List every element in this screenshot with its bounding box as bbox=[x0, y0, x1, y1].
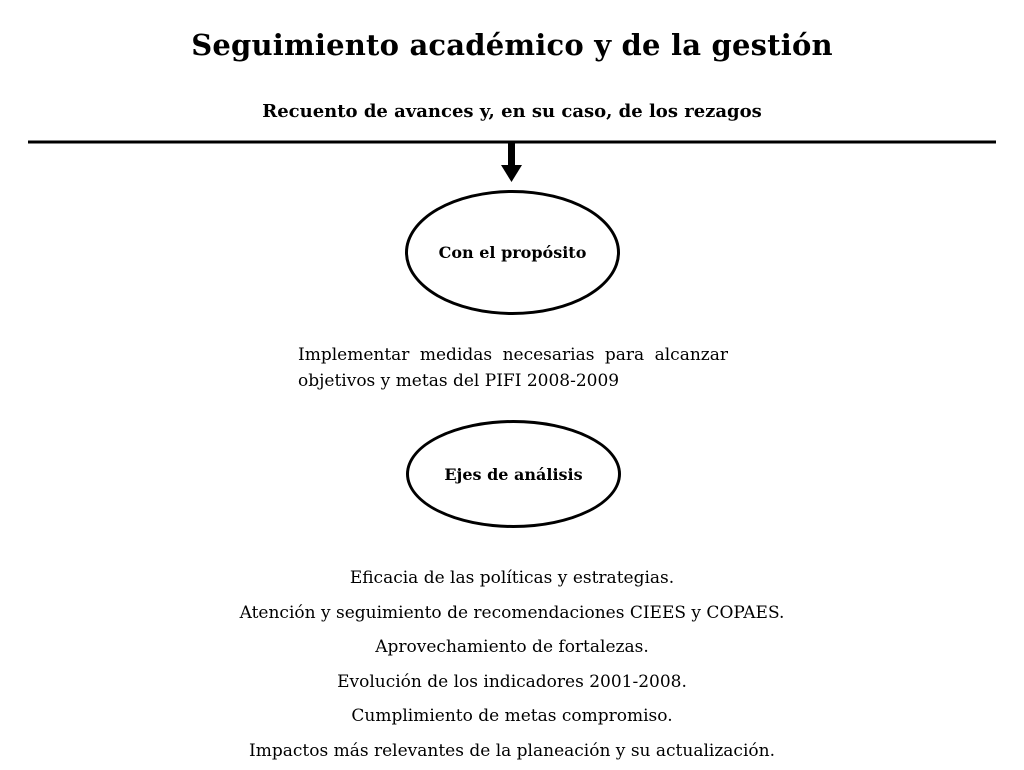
purpose-description: Implementar medidas necesarias para alcanzar objetivos y metas del PIFI 2008-2009 bbox=[298, 342, 728, 394]
axes-item: Aprovechamiento de fortalezas. bbox=[0, 632, 1024, 667]
purpose-label: Con el propósito bbox=[439, 243, 587, 262]
axes-ellipse bbox=[406, 420, 621, 528]
axes-label: Ejes de análisis bbox=[444, 465, 582, 484]
axes-item: Eficacia de las políticas y estrategias. bbox=[0, 563, 1024, 598]
arrow-shaft bbox=[508, 143, 515, 166]
page-title: Seguimiento académico y de la gestión bbox=[0, 28, 1024, 62]
axes-item: Evolución de los indicadores 2001-2008. bbox=[0, 667, 1024, 702]
purpose-ellipse bbox=[405, 190, 620, 315]
connector-graphic bbox=[0, 0, 1024, 200]
arrow-head bbox=[501, 165, 522, 182]
axes-item: Cumplimiento de metas compromiso. bbox=[0, 701, 1024, 736]
page-subtitle: Recuento de avances y, en su caso, de los rezagos bbox=[0, 101, 1024, 122]
axes-list bbox=[0, 563, 1024, 770]
axes-item: Impactos más relevantes de la planeación y su actualización. bbox=[0, 736, 1024, 770]
axes-item: Atención y seguimiento de recomendaciones CIEES y COPAES. bbox=[0, 598, 1024, 633]
